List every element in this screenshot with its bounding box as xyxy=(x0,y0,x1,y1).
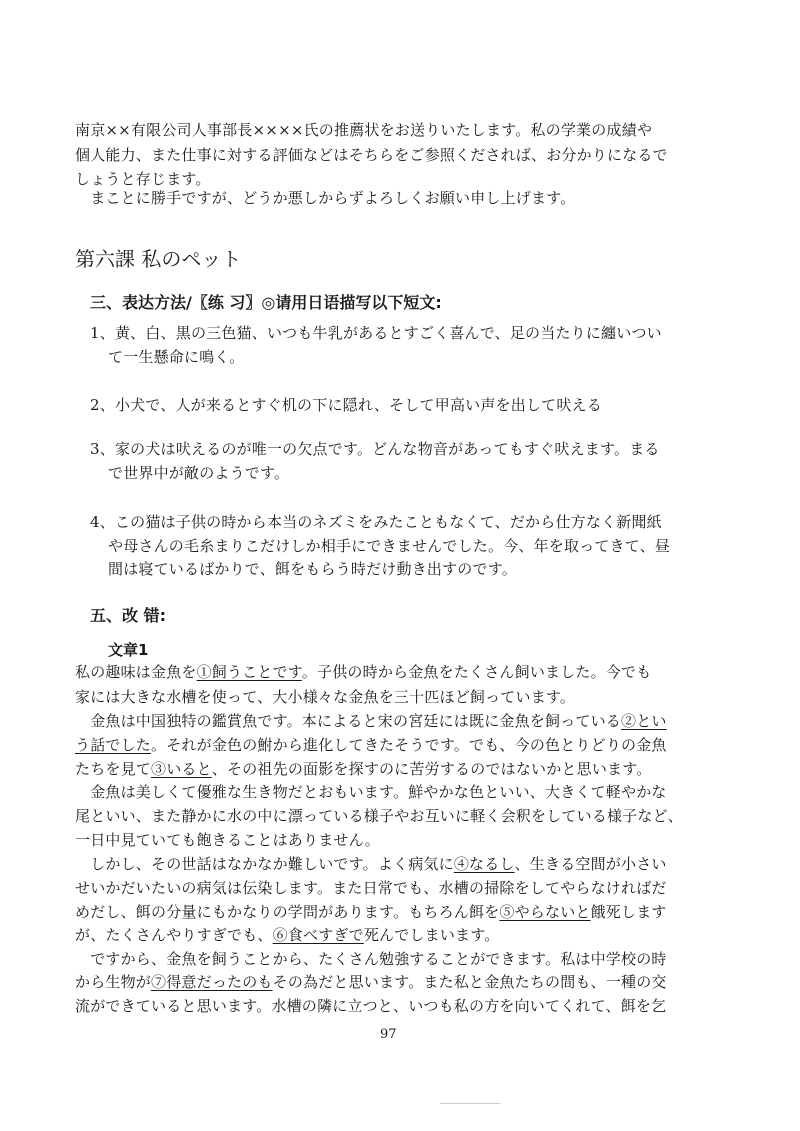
item1-line1: 1、黄、白、黒の三色猫、いつも牛乳があるとすごく喜んで、足の当たりに纏いつい xyxy=(90,324,662,342)
p5-text-d: その為だと思います。また私と金魚たちの間も、一種の交 xyxy=(272,973,667,991)
page-number: 97 xyxy=(380,1027,397,1042)
p3-line3: 一日中見ていても飽きることはありません。 xyxy=(75,831,380,849)
item4-line1: 4、この猫は子供の時から本当のネズミをみたこともなくて、だから仕方なく新聞紙 xyxy=(90,513,662,531)
scan-mark xyxy=(440,1103,500,1104)
p5-line2 xyxy=(75,973,667,991)
letter-line-1: 南京××有限公司人事部長××××氏の推薦状をお送りいたします。私の学業の成績や xyxy=(75,121,653,139)
item2-line1: 2、小犬で、人が来るとすぐ机の下に隠れ、そして甲高い声を出して吠える xyxy=(90,396,602,414)
article-title: 文章1 xyxy=(108,641,149,659)
letter-line-4: まことに勝手ですが、どうか悪しからずよろしくお願い申し上げます。 xyxy=(75,189,576,207)
error-2-start: ②とい xyxy=(621,712,667,730)
letter-line-3: しょうと存じます。 xyxy=(75,170,211,188)
error-7: ⑦得意だったのも xyxy=(151,973,273,991)
p4-text-c: 、生きる空間が小さい xyxy=(514,855,667,873)
p4-line3 xyxy=(75,903,667,921)
p3-line1: 金魚は美しくて優雅な生き物だとおもいます。鮮やかな色といい、大きくて軽やかな xyxy=(75,783,667,801)
lesson-title: 第六課 私のペット xyxy=(75,247,242,271)
p4-text-a: しかし、その世話はなかなか難しいです。よく病気に xyxy=(75,855,454,873)
error-4: ④なるし xyxy=(453,855,515,873)
p1-text-a: 私の趣味は金魚を xyxy=(75,663,197,681)
p2-text-g: 、その祖先の面影を探すのに苦労するのではないかと思います。 xyxy=(211,760,652,778)
p2-line3 xyxy=(75,760,651,778)
item4-line2: や母さんの毛糸まりこだけしか相手にできませんでした。今、年を取ってきて、昼 xyxy=(108,537,671,555)
p1-line2: 家には大きな水槽を使って、大小様々な金魚を三十匹ほど飼っています。 xyxy=(75,688,576,706)
p4-text-g: 餓死します xyxy=(590,903,667,921)
error-2-end: う話でした xyxy=(75,736,152,754)
letter-line-2: 個人能力、また仕事に対する評価などはそちらをご参照くだされば、お分かりになるで xyxy=(75,146,668,164)
p4-text-h: が、たくさんやりすぎでも、 xyxy=(75,926,273,944)
section5-heading: 五、改 错: xyxy=(90,606,166,625)
p5-text-b: から生物が xyxy=(75,973,152,991)
p4-line2: せいかだいたいの病気は伝染します。また日常でも、水槽の掃除をしてやらなければだ xyxy=(75,879,667,897)
p2-text-e: たちを見て xyxy=(75,760,152,778)
error-1: ①飼うことです xyxy=(196,663,302,681)
p3-line2: 尾といい、また静かに水の中に漂っている様子やお互いに軽く会釈をしている様子など、 xyxy=(75,807,684,825)
p4-line4 xyxy=(75,926,499,944)
item3-line1: 3、家の犬は吠えるのが唯一の欠点です。どんな物音があってもすぐ吠えます。まる xyxy=(90,440,660,458)
p5-line3: 流ができていると思います。水槽の隣に立つと、いつも私の方を向いてくれて、餌を乞 xyxy=(75,997,667,1015)
error-5: ⑤やらないと xyxy=(499,903,591,921)
p2-text-d: 。それが金色の鮒から進化してきたそうです。でも、今の色とりどりの金魚 xyxy=(151,736,667,754)
p2-text-a: 金魚は中国独特の鑑賞魚です。本によると宋の宮廷には既に金魚を飼っている xyxy=(75,712,622,730)
error-6: ⑥食べすぎで xyxy=(272,926,364,944)
p1-text-c: 。子供の時から金魚をたくさん飼いました。今でも xyxy=(301,663,652,681)
p2-line1 xyxy=(75,712,667,730)
section3-heading: 三、表达方法/〖练 习〗◎请用日语描写以下短文: xyxy=(90,293,442,312)
p5-line1: ですから、金魚を飼うことから、たくさん勉強することができます。私は中学校の時 xyxy=(75,950,667,968)
item3-line2: で世界中が敵のようです。 xyxy=(108,464,290,482)
item1-line2: て一生懸命に鳴く。 xyxy=(108,348,245,366)
p1-line1 xyxy=(75,663,651,681)
p4-line1 xyxy=(75,855,667,873)
p4-text-e: めだし、餌の分量にもかなりの学問があります。もちろん餌を xyxy=(75,903,500,921)
p2-line2 xyxy=(75,736,667,754)
error-3: ③いると xyxy=(151,760,212,778)
p4-text-j: 死んでしまいます。 xyxy=(363,926,500,944)
item4-line3: 間は寝ているばかりで、餌をもらう時だけ動き出すのです。 xyxy=(108,560,517,578)
